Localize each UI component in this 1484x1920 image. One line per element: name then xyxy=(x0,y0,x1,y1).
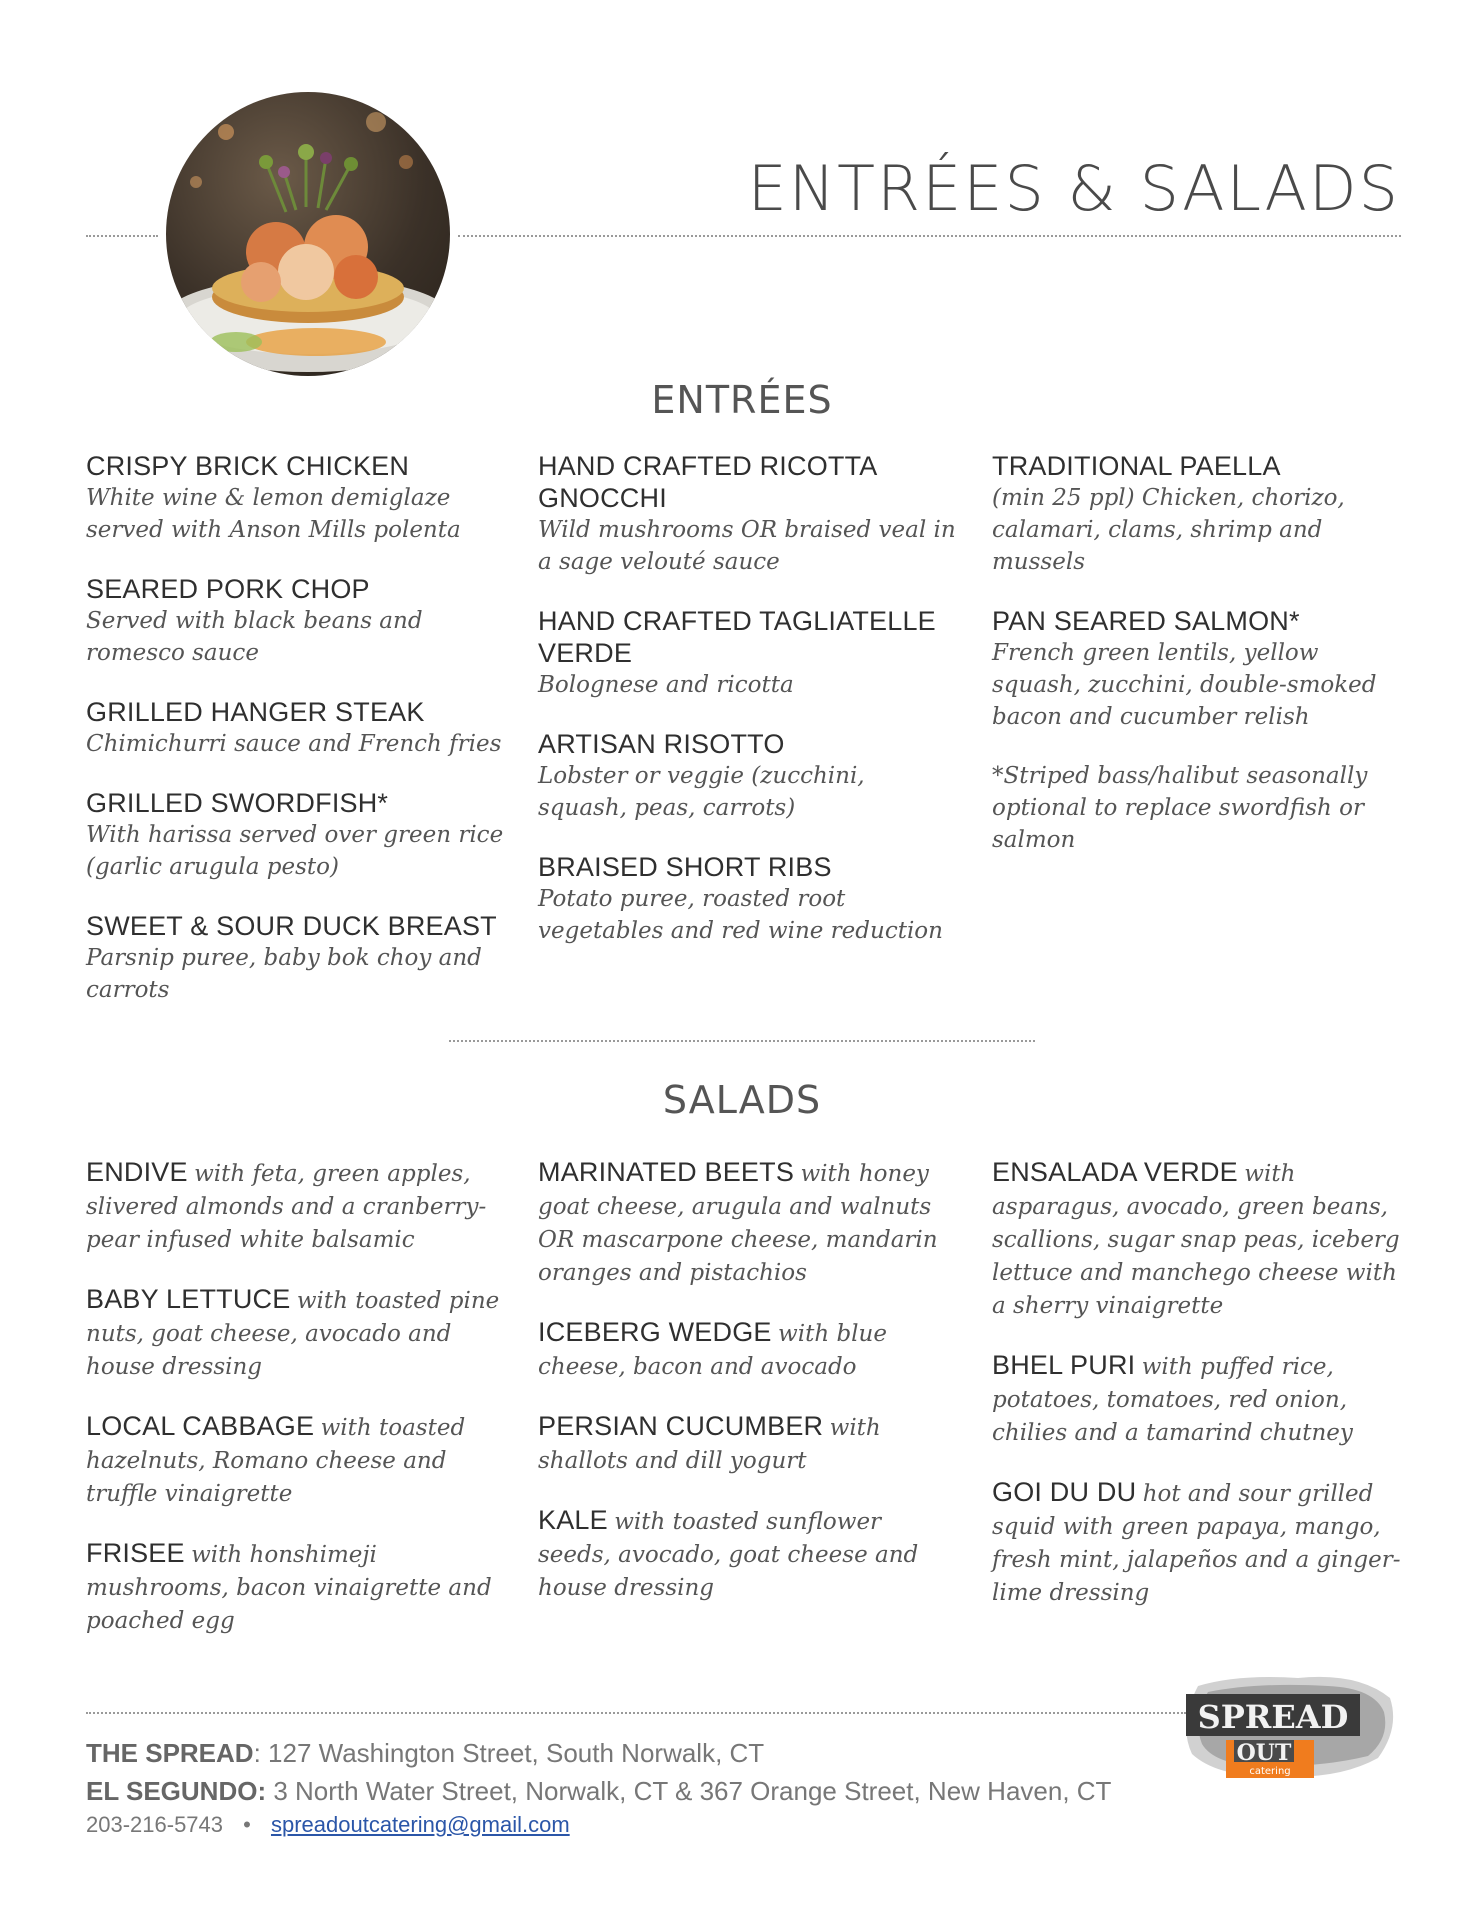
menu-item xyxy=(992,1156,1412,1322)
dish-photo xyxy=(166,92,450,376)
item-description: Served with black beans and romesco sauce xyxy=(86,608,423,666)
entrees-column-2 xyxy=(538,450,958,974)
logo-word-out: OUT xyxy=(1236,1740,1292,1766)
item-description: hot and sour grilled squid with green papaya, mango, fresh mint, jalapeños and a ginger-lime dressing xyxy=(992,1481,1401,1606)
menu-item xyxy=(86,910,506,1006)
item-name: ICEBERG WEDGE xyxy=(538,1317,772,1347)
header-rule-left xyxy=(86,235,158,237)
page-title: ENTRÉES & SALADS xyxy=(747,152,1400,225)
item-description: with asparagus, avocado, green beans, scallions, sugar snap peas, iceberg lettuce and manchego cheese with a sherry vinaigrette xyxy=(992,1161,1400,1319)
menu-item xyxy=(86,450,506,546)
entrees-column-3 xyxy=(992,450,1412,856)
item-name: GOI DU DU xyxy=(992,1477,1137,1507)
substitution-note: *Striped bass/halibut seasonally optional to replace swordfish or salmon xyxy=(992,763,1368,853)
menu-item xyxy=(86,696,506,760)
item-description: with toasted sunflower seeds, avocado, goat cheese and house dressing xyxy=(538,1509,919,1601)
item-name: TRADITIONAL PAELLA xyxy=(992,451,1281,481)
entrees-column-1 xyxy=(86,450,506,1033)
salads-column-1 xyxy=(86,1156,506,1664)
item-name: ARTISAN RISOTTO xyxy=(538,729,785,759)
item-name: CRISPY BRICK CHICKEN xyxy=(86,451,410,481)
spread-out-logo xyxy=(1178,1668,1400,1788)
item-description: with shallots and dill yogurt xyxy=(538,1415,881,1474)
item-description: with honey goat cheese, arugula and walnuts OR mascarpone cheese, mandarin oranges and pistachios xyxy=(538,1161,938,1286)
item-name: HAND CRAFTED TAGLIATELLE VERDE xyxy=(538,606,936,668)
menu-item xyxy=(538,1316,958,1383)
location-name: THE SPREAD xyxy=(86,1738,254,1768)
item-description: French green lentils, yellow squash, zucchini, double-smoked bacon and cucumber relish xyxy=(992,640,1377,730)
item-description: with blue cheese, bacon and avocado xyxy=(538,1321,887,1380)
item-name: HAND CRAFTED RICOTTA GNOCCHI xyxy=(538,451,877,513)
contact-line xyxy=(86,1812,570,1838)
item-name: BABY LETTUCE xyxy=(86,1284,291,1314)
menu-item xyxy=(86,1410,506,1510)
item-description: Wild mushrooms OR braised veal in a sage velouté sauce xyxy=(538,517,956,575)
item-description: Lobster or veggie (zucchini, squash, peas, carrots) xyxy=(538,763,865,821)
salads-column-2 xyxy=(538,1156,958,1631)
item-name: GRILLED SWORDFISH* xyxy=(86,788,389,818)
menu-item xyxy=(992,450,1412,578)
menu-item xyxy=(86,573,506,669)
item-description: with feta, green apples, slivered almonds and a cranberry-pear infused white balsamic xyxy=(86,1161,487,1253)
item-name: PERSIAN CUCUMBER xyxy=(538,1411,824,1441)
item-description: (min 25 ppl) Chicken, chorizo, calamari, clams, shrimp and mussels xyxy=(992,485,1345,575)
item-name: KALE xyxy=(538,1505,608,1535)
menu-item xyxy=(538,851,958,947)
section-divider xyxy=(449,1040,1035,1042)
item-description: with toasted hazelnuts, Romano cheese and truffle vinaigrette xyxy=(86,1415,466,1507)
menu-item xyxy=(992,1476,1412,1609)
item-name: PAN SEARED SALMON* xyxy=(992,606,1300,636)
menu-item xyxy=(538,450,958,578)
footer-rule xyxy=(86,1712,1186,1714)
item-name: GRILLED HANGER STEAK xyxy=(86,697,425,727)
logo-word-catering: catering xyxy=(1249,1766,1291,1777)
item-name: BHEL PURI xyxy=(992,1350,1136,1380)
menu-item xyxy=(86,1283,506,1383)
entrees-heading: ENTRÉES xyxy=(651,378,833,422)
menu-item xyxy=(538,1156,958,1289)
menu-item xyxy=(992,1349,1412,1449)
location-address: 3 North Water Street, Norwalk, CT & 367 Orange Street, New Haven, CT xyxy=(266,1776,1112,1806)
salads-column-3 xyxy=(992,1156,1412,1636)
item-description: with honshimeji mushrooms, bacon vinaigrette and poached egg xyxy=(86,1542,492,1634)
menu-item xyxy=(86,1156,506,1256)
item-name: MARINATED BEETS xyxy=(538,1157,795,1187)
item-name: SEARED PORK CHOP xyxy=(86,574,370,604)
menu-item xyxy=(538,1410,958,1477)
email-link[interactable]: spreadoutcatering@gmail.com xyxy=(270,1812,570,1837)
menu-item xyxy=(538,1504,958,1604)
logo-artwork xyxy=(1178,1668,1400,1788)
salads-heading: SALADS xyxy=(662,1078,822,1122)
menu-item xyxy=(86,1537,506,1637)
item-description: White wine & lemon demiglaze served with Anson Mills polenta xyxy=(86,485,461,543)
header-rule-right xyxy=(458,235,1401,237)
item-description: Parsnip puree, baby bok choy and carrots xyxy=(86,945,482,1003)
item-description: Bolognese and ricotta xyxy=(538,672,794,698)
item-description: Chimichurri sauce and French fries xyxy=(86,731,502,757)
address-line-1 xyxy=(86,1738,764,1769)
menu-item xyxy=(86,787,506,883)
item-name: ENDIVE xyxy=(86,1157,188,1187)
item-description: with puffed rice, potatoes, tomatoes, red onion, chilies and a tamarind chutney xyxy=(992,1354,1353,1446)
item-description: with toasted pine nuts, goat cheese, avocado and house dressing xyxy=(86,1288,500,1380)
item-name: SWEET & SOUR DUCK BREAST xyxy=(86,911,497,941)
menu-item xyxy=(992,605,1412,733)
menu-item xyxy=(538,728,958,824)
logo-word-spread: SPREAD xyxy=(1197,1698,1349,1736)
item-name: LOCAL CABBAGE xyxy=(86,1411,315,1441)
address-line-2 xyxy=(86,1776,1111,1807)
location-name: EL SEGUNDO: xyxy=(86,1776,267,1806)
menu-item xyxy=(538,605,958,701)
separator-bullet: • xyxy=(243,1812,251,1837)
item-name: BRAISED SHORT RIBS xyxy=(538,852,832,882)
item-description: Potato puree, roasted root vegetables and red wine reduction xyxy=(538,886,943,944)
location-address: : 127 Washington Street, South Norwalk, CT xyxy=(253,1738,765,1768)
item-name: ENSALADA VERDE xyxy=(992,1157,1238,1187)
item-description: With harissa served over green rice (garlic arugula pesto) xyxy=(86,822,504,880)
phone-number: 203-216-5743 xyxy=(86,1812,224,1837)
item-name: FRISEE xyxy=(86,1538,185,1568)
dish-photo-illustration xyxy=(166,92,450,376)
